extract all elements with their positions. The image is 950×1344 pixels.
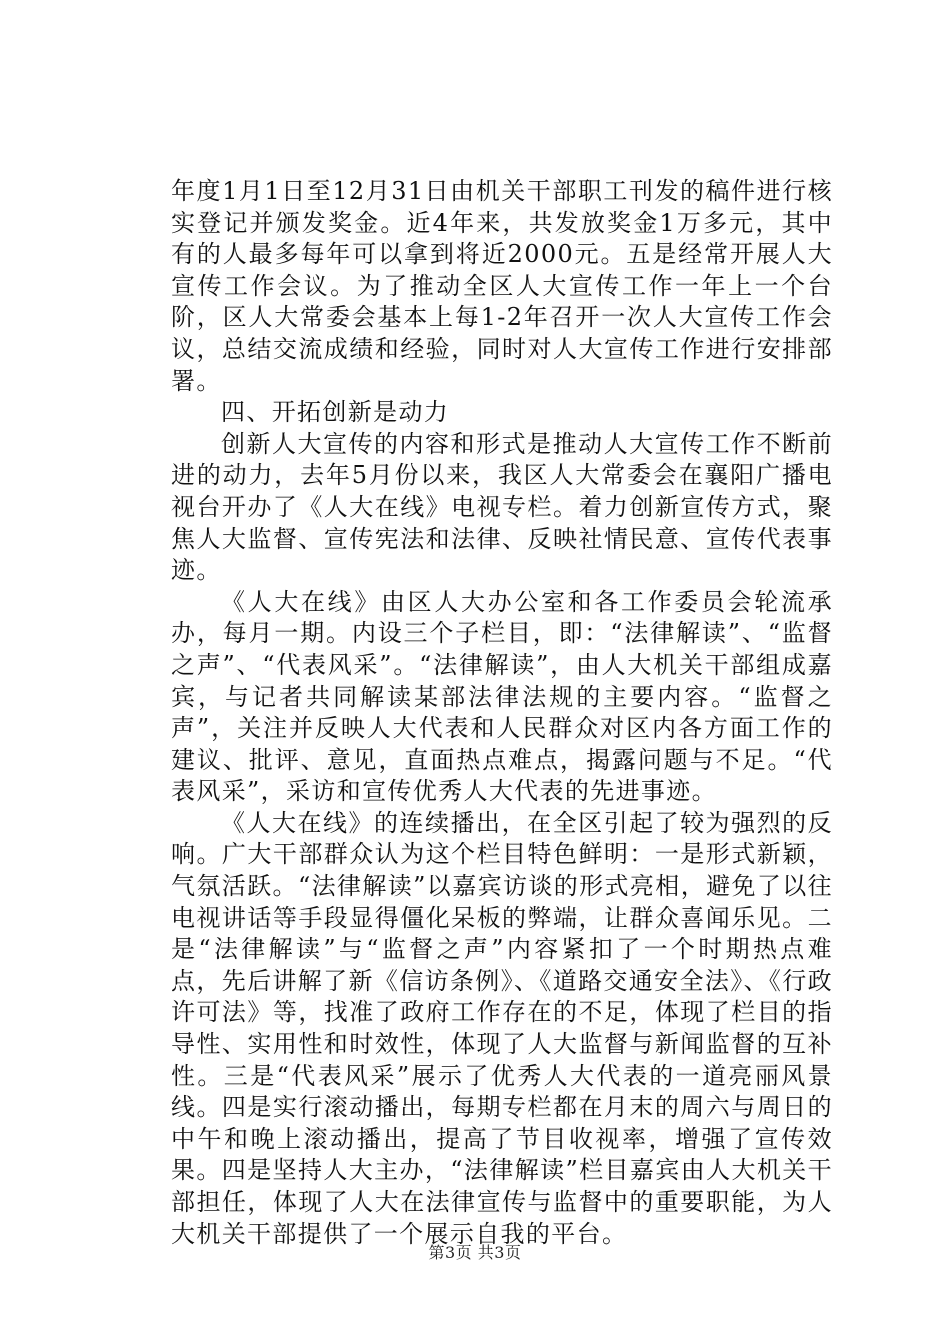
paragraph-program-impact: 《人大在线》的连续播出，在全区引起了较为强烈的反响。广大干部群众认为这个栏目特色鲜明：一是形式新颖，气氛活跃。“法律解读”以嘉宾访谈的形式亮相，避免了以往电视讲话等手段显得僵化呆板的弊端，让群众喜闻乐见。二是“法律解读”与“监督之声”内容紧扣了一个时期热点难点，先后讲解了新《信访条例》、《道路交通安全法》、《行政许可法》等，找准了政府工作存在的不足，体现了栏目的指导性、实用性和时效性，体现了人大监督与新闻监督的互补性。三是“代表风采”展示了优秀人大代表的一道亮丽风景线。四是实行滚动播出，每期专栏都在月末的周六与周日的中午和晚上滚动播出，提高了节目收视率，增强了宣传效果。四是坚持人大主办，“法律解读”栏目嘉宾由人大机关干部担任，体现了人大在法律宣传与监督中的重要职能，为人大机关干部提供了一个展示自我的平台。 — [171, 808, 833, 1248]
paragraph-innovation: 创新人大宣传的内容和形式是推动人大宣传工作不断前进的动力，去年5月份以来，我区人大常委会在襄阳广播电视台开办了《人大在线》电视专栏。着力创新宣传方式，聚焦人大监督、宣传宪法和法律、反映社情民意、宣传代表事迹。 — [171, 429, 833, 585]
document-body — [171, 176, 833, 1250]
page-number-footer: 第3页 共3页 — [428, 1243, 522, 1262]
section-heading: 四、开拓创新是动力 — [221, 398, 450, 427]
paragraph-program-structure: 《人大在线》由区人大办公室和各工作委员会轮流承办，每月一期。内设三个子栏目，即：“法律解读”、“监督之声”、“代表风采”。“法律解读”，由人大机关干部组成嘉宾，与记者共同解读某部法律法规的主要内容。“监督之声”，关注并反映人大代表和人民群众对区内各方面工作的建议、批评、意见，直面热点难点，揭露问题与不足。“代表风采”，采访和宣传优秀人大代表的先进事迹。 — [171, 587, 833, 806]
paragraph-continuation: 年度1月1日至12月31日由机关干部职工刊发的稿件进行核实登记并颁发奖金。近4年来，共发放奖金1万多元，其中有的人最多每年可以拿到将近2000元。五是经常开展人大宣传工作会议。为了推动全区人大宣传工作一年上一个台阶，区人大常委会基本上每1-2年召开一次人大宣传工作会议，总结交流成绩和经验，同时对人大宣传工作进行安排部署。 — [171, 177, 833, 395]
